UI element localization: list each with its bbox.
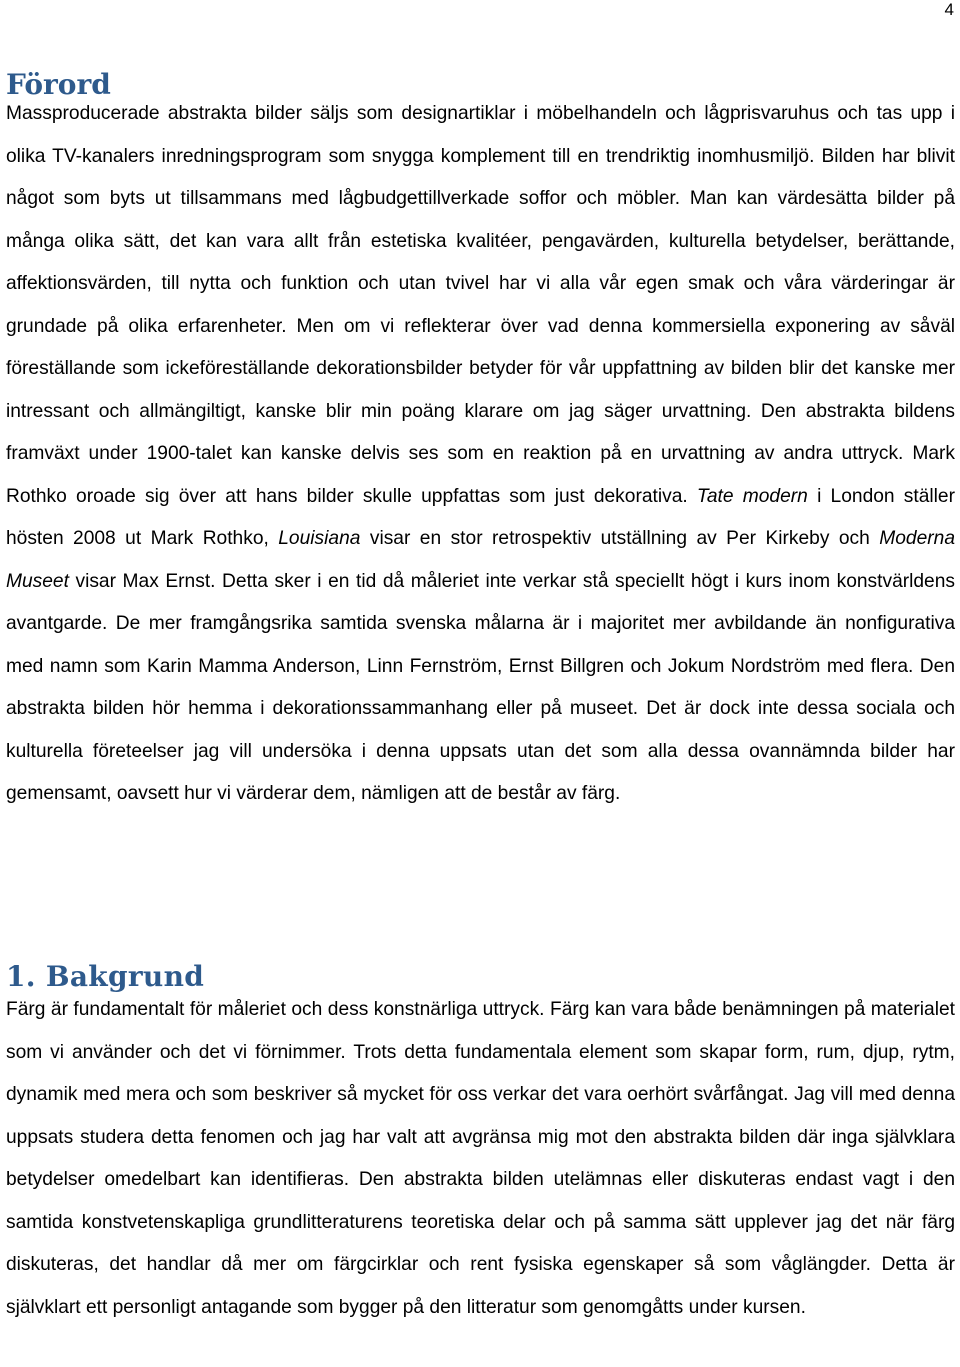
foreword-text-part-2: i London ställer hösten 2008 ut Mark Rothko, — [6, 485, 955, 549]
background-heading: 1. Bakgrund — [6, 960, 205, 993]
foreword-text-part-3: visar en stor retrospektiv utställning av Per Kirkeby och — [360, 528, 880, 549]
foreword-text-part-1: Massproducerade abstrakta bilder säljs som designartiklar i möbelhandeln och lågprisvaruhus och tas upp i olika TV-kanalers inredningsprogram som snygga komplement till en trendriktig inomhusmiljö. Bilden har blivit något som byts ut tillsammans med lågbudgettillverkade soffor och möbler. Man kan värdesätta bilder på många olika sätt, det kan vara allt från estetiska kvalitéer, pengavärden, kulturella betydelser, berättande, affektionsvärden, till nytta och funktion och utan tvivel har vi alla vår egen smak och våra värderingar är grundade på olika erfarenheter. Men om vi reflekterar över vad denna kommersiella exponering av såväl föreställande som ickeföreställande dekorationsbilder betyder för vår uppfattning av bilden blir det kanske mer intressant och allmängiltigt, kanske blir min poäng klarare om jag säger urvattning. Den abstrakta bildens framväxt under 1900-talet kan kanske delvis ses som en reaktion på en urvattning av andra uttryck. Mark Rothko oroade sig över att hans bilder skulle uppfattas som just dekorativa. — [6, 103, 955, 507]
foreword-paragraph — [6, 93, 955, 816]
foreword-section — [6, 66, 955, 816]
louisiana-italic: Louisiana — [278, 528, 361, 549]
foreword-heading: Förord — [6, 68, 111, 101]
moderna-museet-italic: Moderna Museet — [6, 528, 955, 592]
page-number: 4 — [944, 0, 954, 19]
background-section — [6, 958, 955, 1329]
background-paragraph: Färg är fundamentalt för måleriet och dess konstnärliga uttryck. Färg kan vara både benämningen på materialet som vi använder och det vi förnimmer. Trots detta fundamentala element som skapar form, rum, djup, rytm, dynamik med mera och som beskriver så mycket för oss verkar det vara oerhört svårfångat. Jag vill med denna uppsats studera detta fenomen och jag har valt att avgränsa mig mot den abstrakta bilden där inga självklara betydelser omedelbart kan identifieras. Den abstrakta bilden utelämnas eller diskuteras endast vagt i den samtida konstvetenskapliga grundlitteraturens teoretiska delar och på samma sätt upplever jag det när färg diskuteras, det handlar då mer om färgcirklar och rent fysiska egenskaper så som våglängder. Detta är självklart ett personligt antagande som bygger på den litteratur som genomgåtts under kursen. — [6, 999, 955, 1318]
tate-modern-italic: Tate modern — [696, 485, 808, 507]
foreword-text-part-4: visar Max Ernst. Detta sker i en tid då måleriet inte verkar stå speciellt högt i kurs inom konstvärldens avantgarde. De mer framgångsrika samtida svenska målarna är i majoritet mer avbildande än nonfigurativa med namn som Karin Mamma Anderson, Linn Fernström, Ernst Billgren och Jokum Nordström med flera. Den abstrakta bilden hör hemma i dekorationssammanhang eller på museet. Det är dock inte dessa sociala och kulturella företeelser jag vill undersöka i denna uppsats utan det som alla dessa ovannämnda bilder har gemensamt, oavsett hur vi värderar dem, nämligen att de består av färg. — [6, 570, 955, 804]
